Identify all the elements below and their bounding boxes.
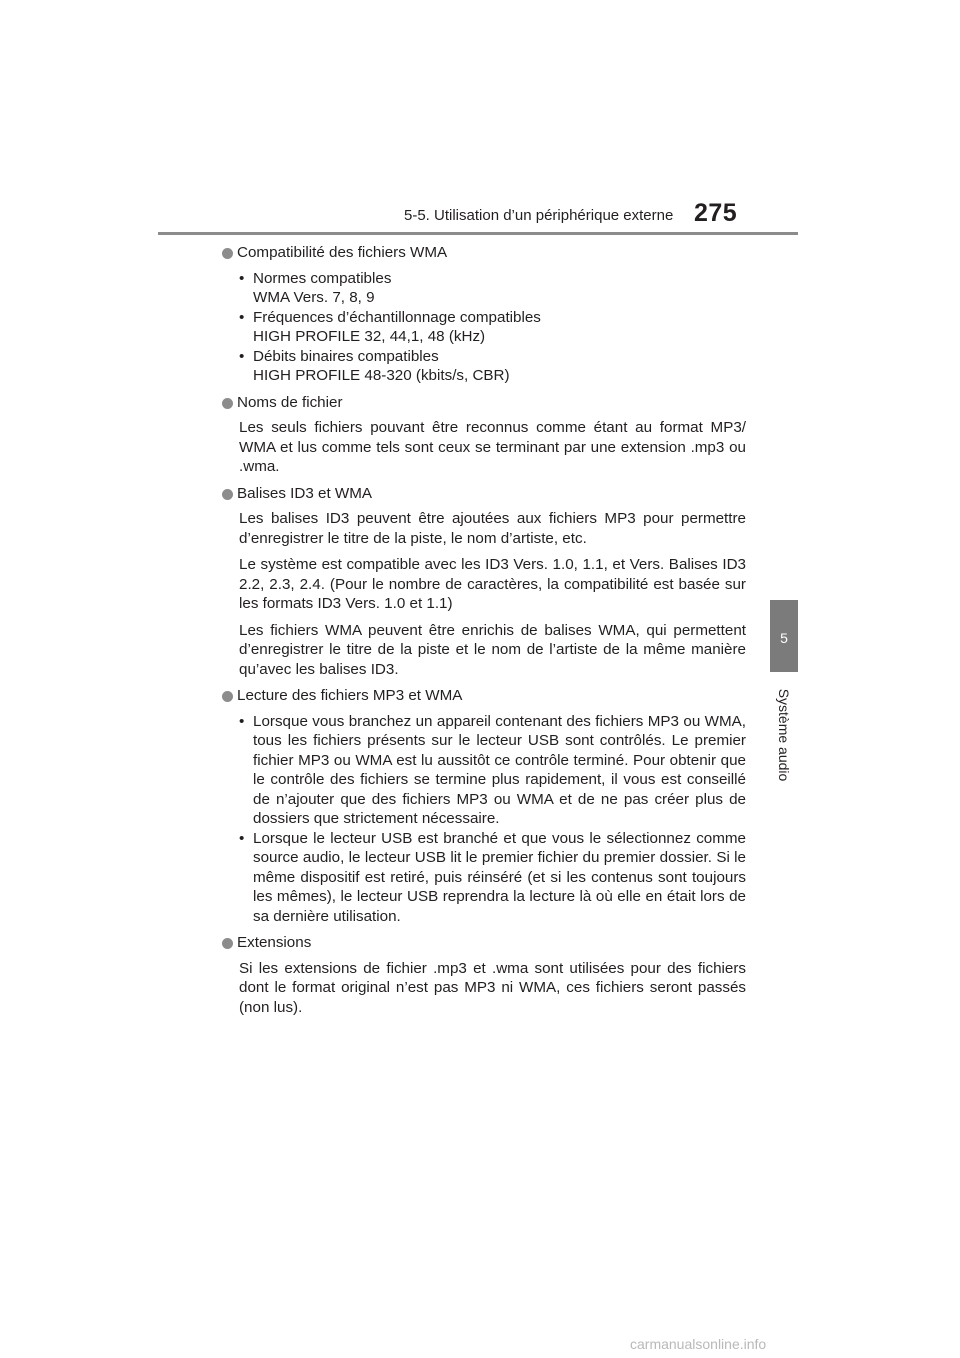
bullet-dot-icon (222, 248, 233, 259)
bullet-dot-icon (222, 691, 233, 702)
paragraph: Les seuls fichiers pouvant être reconnus comme étant au format MP3/ WMA et lus comme tels sont ceux se terminant par une extension .mp3 ou .wma. (239, 419, 746, 475)
paragraph: Les balises ID3 peuvent être ajoutées aux fichiers MP3 pour permettre d’enregistrer le titre de la piste, le nom d’artiste, etc. (239, 510, 746, 547)
page-content (224, 243, 746, 1024)
list-item-label: Normes compatibles (253, 269, 392, 287)
list-bullet-icon: • (239, 829, 245, 847)
header-divider (158, 232, 798, 235)
list-item (239, 712, 746, 829)
section-file-names (224, 393, 746, 477)
list-bullet-icon: • (239, 347, 245, 365)
list-bullet-icon: • (239, 308, 245, 326)
chapter-label-container (770, 690, 798, 780)
paragraph: Les fichiers WMA peuvent être enrichis de balises WMA, qui permettent d’enregistrer le titre de la piste et le nom de l’artiste de la même manière qu’avec les balises ID3. (239, 621, 746, 678)
list-item-label: Débits binaires compatibles (253, 347, 439, 365)
list-item-text: Lorsque vous branchez un appareil contenant des fichiers MP3 ou WMA, tous les fichiers présents sur le lecteur USB sont contrôlés. Le premier fichier MP3 ou WMA est lu aussitôt ce contrôle terminé. Pour obtenir que le contrôle des fichiers se termine plus rapidement, il vous est conseillé de n’ajouter que des fichiers MP3 ou WMA et de ne pas créer plus de dossiers que strictement nécessaire. (253, 712, 746, 827)
page-number: 275 (694, 199, 738, 227)
list-bullet-icon: • (239, 712, 245, 730)
paragraph: Si les extensions de fichier .mp3 et .wma sont utilisées pour des fichiers dont le format original n’est pas MP3 ni WMA, ces fichiers seront passés (non lus). (239, 959, 746, 1016)
list-item (239, 829, 746, 927)
section-title: Extensions (237, 934, 312, 951)
list-bullet-icon: • (239, 269, 245, 287)
list-item-value: HIGH PROFILE 32, 44,1, 48 (kHz) (253, 328, 486, 345)
bullet-dot-icon (222, 489, 233, 500)
bullet-dot-icon (222, 398, 233, 409)
chapter-number: 5 (780, 630, 788, 646)
list-item-value: WMA Vers. 7, 8, 9 (253, 289, 375, 306)
list-item (239, 269, 746, 308)
list-item-label: Fréquences d’échantillonnage compatibles (253, 308, 541, 326)
chapter-label: Système audio (776, 688, 792, 782)
section-playback (224, 686, 746, 926)
list-item-text: Lorsque le lecteur USB est branché et que vous le sélectionnez comme source audio, le lecteur USB lit le premier fichier du premier dossier. Si le même dispositif est retiré, puis réinséré (et si les contenus sont toujours les mêmes), le lecteur USB reprendra la lecture là où elle en était lors de sa dernière utilisation. (253, 829, 746, 925)
list-item (239, 347, 746, 386)
section-id3-wma-tags (224, 484, 746, 680)
list-item-value: HIGH PROFILE 48-320 (kbits/s, CBR) (253, 367, 510, 384)
section-title: Balises ID3 et WMA (237, 484, 373, 502)
section-extensions (224, 933, 746, 1017)
footer-watermark: carmanualsonline.info (630, 1336, 767, 1352)
sub-list (224, 269, 746, 386)
section-title: Noms de fichier (237, 393, 343, 411)
section-title: Compatibilité des fichiers WMA (237, 244, 448, 261)
sub-list (224, 712, 746, 927)
paragraph: Le système est compatible avec les ID3 Vers. 1.0, 1.1, et Vers. Balises ID3 2.2, 2.3, 2.4. (Pour le nombre de caractères, la compatibilité est basée sur les formats ID3 Vers. 1.0 et 1.1) (239, 556, 746, 612)
bullet-dot-icon (222, 938, 233, 949)
section-wma-compatibility (224, 243, 746, 386)
section-title: Lecture des fichiers MP3 et WMA (237, 687, 463, 704)
chapter-tab (770, 600, 798, 672)
list-item (239, 308, 746, 347)
header-section-title: 5-5. Utilisation d’un périphérique externe (404, 207, 674, 224)
